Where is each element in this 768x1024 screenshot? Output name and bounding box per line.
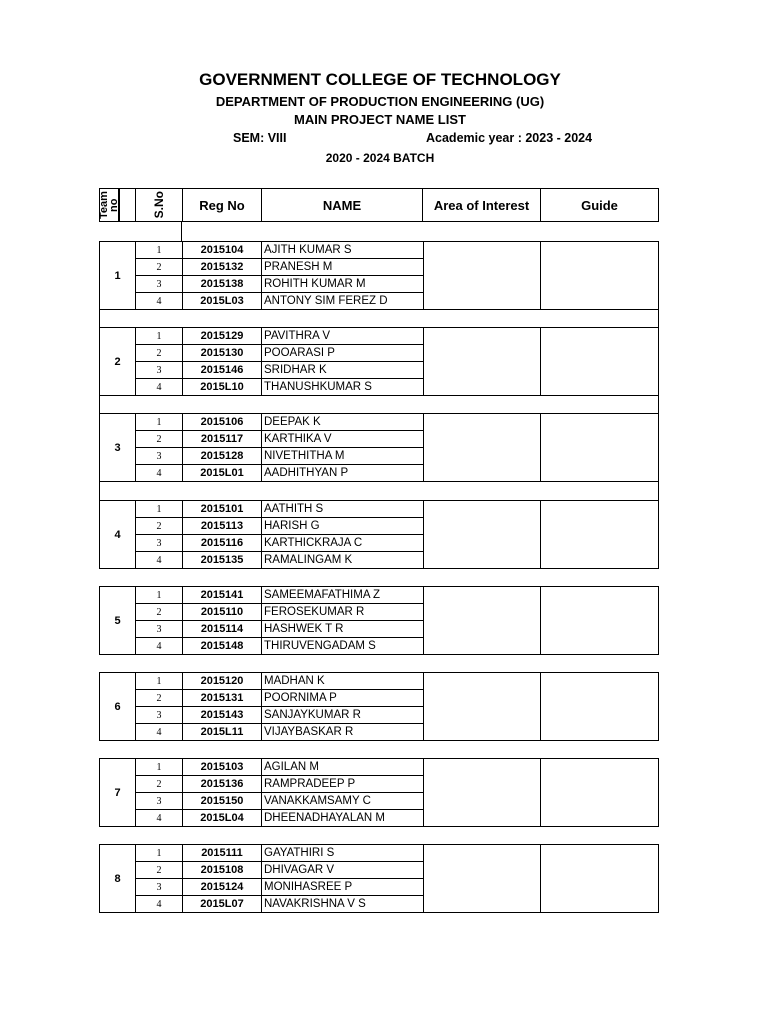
guide-cell: [541, 759, 658, 826]
serial-number: 4: [136, 293, 183, 310]
reg-no: 2015131: [183, 690, 262, 706]
area-of-interest-cell: [423, 759, 541, 826]
reg-no: 2015138: [183, 276, 262, 292]
area-of-interest-cell: [423, 673, 541, 740]
reg-no: 2015106: [183, 414, 262, 430]
serial-number: 2: [136, 604, 183, 620]
reg-no: 2015136: [183, 776, 262, 792]
table-row: [136, 638, 423, 655]
reg-no: 2015117: [183, 431, 262, 447]
serial-number: 2: [136, 259, 183, 275]
reg-no: 2015101: [183, 501, 262, 517]
serial-number: 3: [136, 362, 183, 378]
serial-number: 3: [136, 276, 183, 292]
reg-no: 2015111: [183, 845, 262, 861]
reg-no: 2015L07: [183, 896, 262, 913]
table-row: [136, 414, 423, 431]
student-name: AADHITHYAN P: [264, 467, 349, 479]
student-name: HARISH G: [264, 520, 320, 532]
team-gap-row: [99, 482, 659, 500]
table-row: [136, 810, 423, 827]
reg-no: 2015L04: [183, 810, 262, 827]
reg-no: 2015116: [183, 535, 262, 551]
team-number: 1: [100, 242, 136, 309]
student-name: DEEPAK K: [264, 416, 321, 428]
student-name: KARTHICKRAJA C: [264, 537, 363, 549]
team-number: 7: [100, 759, 136, 826]
student-name: DHIVAGAR V: [264, 864, 335, 876]
table-row: [136, 552, 423, 569]
header-name: NAME: [262, 189, 423, 221]
student-name: PAVITHRA V: [264, 330, 331, 342]
serial-number: 2: [136, 518, 183, 534]
table-row: [136, 328, 423, 345]
student-name: SAMEEMAFATHIMA Z: [264, 589, 381, 601]
student-name: POORNIMA P: [264, 692, 337, 704]
reg-no: 2015148: [183, 638, 262, 655]
team-block: [99, 413, 659, 482]
guide-cell: [541, 587, 658, 654]
team-number: 6: [100, 673, 136, 740]
student-name: THIRUVENGADAM S: [264, 640, 376, 652]
student-name: SANJAYKUMAR R: [264, 709, 361, 721]
student-name: AATHITH S: [264, 503, 324, 515]
table-row: [136, 673, 423, 690]
table-row: [136, 845, 423, 862]
table-row: [136, 707, 423, 724]
serial-number: 1: [136, 501, 183, 517]
reg-no: 2015L01: [183, 465, 262, 482]
table-row: [136, 535, 423, 552]
team-gap-row: [99, 396, 659, 413]
student-name: AGILAN M: [264, 761, 319, 773]
reg-no: 2015108: [183, 862, 262, 878]
serial-number: 2: [136, 862, 183, 878]
reg-no: 2015150: [183, 793, 262, 809]
area-of-interest-cell: [423, 328, 541, 395]
serial-number: 1: [136, 242, 183, 258]
serial-number: 3: [136, 621, 183, 637]
table-row: [136, 465, 423, 482]
serial-number: 1: [136, 845, 183, 861]
table-row: [136, 759, 423, 776]
header-reg-no: Reg No: [183, 189, 262, 221]
table-row: [136, 690, 423, 707]
table-row: [136, 862, 423, 879]
guide-cell: [541, 414, 658, 481]
academic-year-label: Academic year : 2023 - 2024: [426, 131, 593, 145]
table-row: [136, 501, 423, 518]
table-row: [136, 293, 423, 310]
team-number: 8: [100, 845, 136, 912]
team-number: 5: [100, 587, 136, 654]
guide-cell: [541, 845, 658, 912]
serial-number: 1: [136, 673, 183, 689]
reg-no: 2015129: [183, 328, 262, 344]
header-guide: Guide: [581, 197, 618, 213]
reg-no: 2015124: [183, 879, 262, 895]
reg-no: 2015146: [183, 362, 262, 378]
table-row: [136, 724, 423, 741]
team-block: [99, 241, 659, 310]
table-row: [136, 621, 423, 638]
table-row: [136, 259, 423, 276]
table-row: [136, 604, 423, 621]
student-name: VANAKKAMSAMY C: [264, 795, 371, 807]
serial-number: 4: [136, 810, 183, 827]
reg-no: 2015L03: [183, 293, 262, 310]
table-row: [136, 896, 423, 913]
student-name: ROHITH KUMAR M: [264, 278, 366, 290]
table-header: [99, 188, 659, 222]
serial-number: 1: [136, 414, 183, 430]
table-row: [136, 345, 423, 362]
serial-number: 3: [136, 793, 183, 809]
team-block: [99, 586, 659, 655]
student-name: FEROSEKUMAR R: [264, 606, 365, 618]
table-row: [136, 242, 423, 259]
student-name: DHEENADHAYALAN M: [264, 812, 385, 824]
reg-no: 2015L11: [183, 724, 262, 741]
student-name: MONIHASREE P: [264, 881, 353, 893]
student-name: SRIDHAR K: [264, 364, 327, 376]
reg-no: 2015L10: [183, 379, 262, 396]
serial-number: 4: [136, 552, 183, 569]
batch-label: 2020 - 2024 BATCH: [325, 151, 435, 165]
serial-number: 4: [136, 896, 183, 913]
reg-no: 2015110: [183, 604, 262, 620]
serial-number: 3: [136, 879, 183, 895]
student-name: KARTHIKA V: [264, 433, 332, 445]
serial-number: 2: [136, 345, 183, 361]
serial-number: 1: [136, 759, 183, 775]
student-name: MADHAN K: [264, 675, 325, 687]
header-area-of-interest: Area of Interest: [423, 189, 541, 221]
guide-cell: [541, 673, 658, 740]
table-row: [136, 448, 423, 465]
serial-number: 4: [136, 465, 183, 482]
table-row: [136, 379, 423, 396]
serial-number: 4: [136, 724, 183, 741]
reg-no: 2015132: [183, 259, 262, 275]
list-title: MAIN PROJECT NAME LIST: [294, 112, 466, 127]
serial-number: 1: [136, 328, 183, 344]
header-s-no: S.No: [136, 189, 183, 221]
serial-number: 3: [136, 535, 183, 551]
serial-number: 4: [136, 379, 183, 396]
team-block: [99, 758, 659, 827]
student-name: HASHWEK T R: [264, 623, 344, 635]
reg-no: 2015135: [183, 552, 262, 569]
header-team-gap: [119, 189, 136, 221]
team-block: [99, 672, 659, 741]
serial-number: 1: [136, 587, 183, 603]
area-of-interest-cell: [423, 587, 541, 654]
college-title: GOVERNMENT COLLEGE OF TECHNOLOGY: [199, 70, 561, 89]
reg-no: 2015113: [183, 518, 262, 534]
serial-number: 3: [136, 707, 183, 723]
table-row: [136, 793, 423, 810]
team-gap-row: [99, 310, 659, 327]
team-block: [99, 327, 659, 396]
student-name: AJITH KUMAR S: [264, 244, 352, 256]
guide-cell: [541, 501, 658, 568]
student-name: ANTONY SIM FEREZ D: [264, 295, 388, 307]
semester-label: SEM: VIII: [233, 131, 287, 145]
student-name: NAVAKRISHNA V S: [264, 898, 366, 910]
table-row: [136, 362, 423, 379]
serial-number: 2: [136, 431, 183, 447]
serial-number: 2: [136, 690, 183, 706]
team-number: 2: [100, 328, 136, 395]
student-name: RAMPRADEEP P: [264, 778, 356, 790]
reg-no: 2015130: [183, 345, 262, 361]
header-team-no: Team no: [100, 189, 119, 221]
reg-no: 2015103: [183, 759, 262, 775]
guide-cell: [541, 242, 658, 309]
student-name: RAMALINGAM K: [264, 554, 353, 566]
area-of-interest-cell: [423, 501, 541, 568]
table-row: [136, 776, 423, 793]
student-name: THANUSHKUMAR S: [264, 381, 372, 393]
team-block: [99, 844, 659, 913]
team-block: [99, 500, 659, 569]
table-row: [136, 518, 423, 535]
student-name: POOARASI P: [264, 347, 335, 359]
reg-no: 2015143: [183, 707, 262, 723]
team-number: 3: [100, 414, 136, 481]
area-of-interest-cell: [423, 414, 541, 481]
reg-no: 2015141: [183, 587, 262, 603]
guide-cell: [541, 328, 658, 395]
serial-number: 2: [136, 776, 183, 792]
area-of-interest-cell: [423, 845, 541, 912]
student-name: PRANESH M: [264, 261, 333, 273]
department-title: DEPARTMENT OF PRODUCTION ENGINEERING (UG): [215, 94, 545, 109]
student-name: GAYATHIRI S: [264, 847, 335, 859]
table-row: [136, 431, 423, 448]
serial-number: 4: [136, 638, 183, 655]
reg-no: 2015120: [183, 673, 262, 689]
reg-no: 2015114: [183, 621, 262, 637]
student-name: VIJAYBASKAR R: [264, 726, 354, 738]
table-row: [136, 587, 423, 604]
student-name: NIVETHITHA M: [264, 450, 345, 462]
table-row: [136, 276, 423, 293]
table-row: [136, 879, 423, 896]
team-number: 4: [100, 501, 136, 568]
serial-number: 3: [136, 448, 183, 464]
reg-no: 2015128: [183, 448, 262, 464]
divider: [181, 222, 182, 241]
area-of-interest-cell: [423, 242, 541, 309]
reg-no: 2015104: [183, 242, 262, 258]
